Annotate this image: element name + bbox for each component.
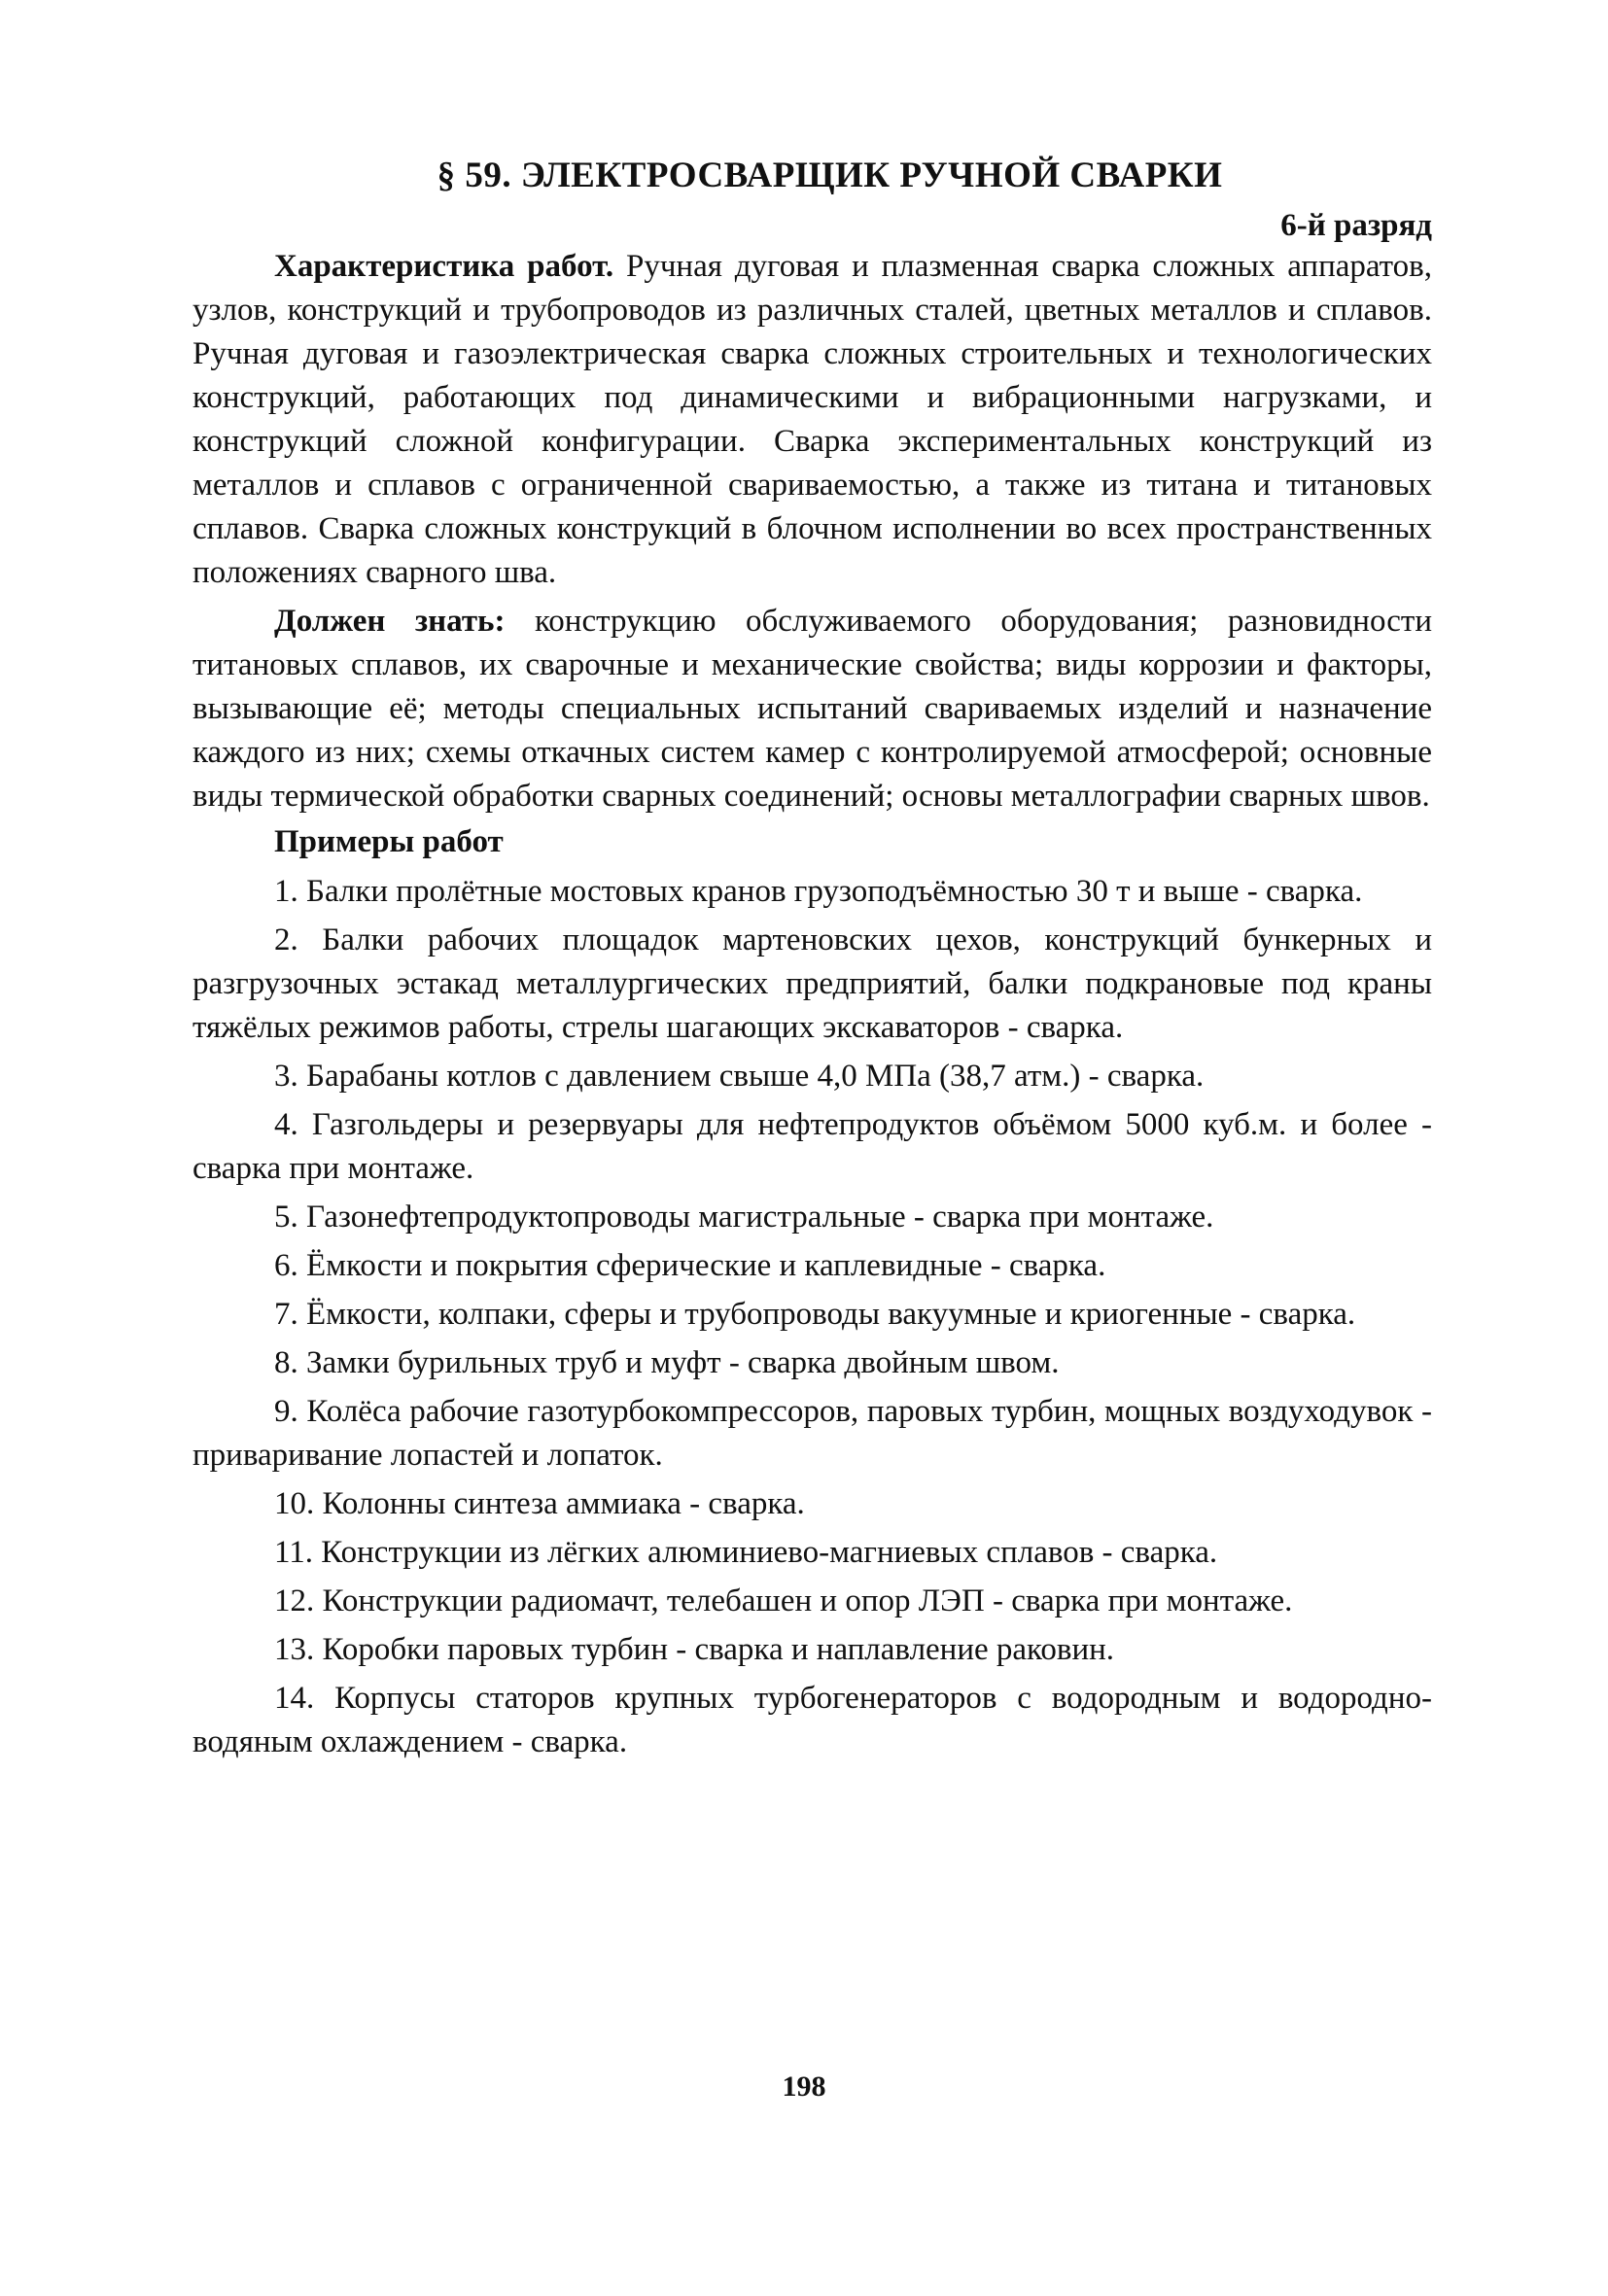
section-title: § 59. ЭЛЕКТРОСВАРЩИК РУЧНОЙ СВАРКИ <box>437 156 1223 195</box>
rank-label: 6-й разряд <box>1280 208 1432 243</box>
example-item: 11. Конструкции из лёгких алюминиево-магниевых сплавов - сварка. <box>274 1535 1218 1570</box>
example-item: 13. Коробки паровых турбин - сварка и наплавление раковин. <box>274 1632 1115 1667</box>
characteristics-label: Характеристика работ. <box>274 249 614 284</box>
example-item: 12. Конструкции радиомачт, телебашен и опор ЛЭП - сварка при монтаже. <box>274 1583 1293 1618</box>
example-item: 8. Замки бурильных труб и муфт - сварка двойным швом. <box>274 1345 1060 1380</box>
example-item: 2. Балки рабочих площадок мартеновских цехов, конструкций бункерных и разгрузочных эстакад металлургических предприятий, балки подкрановые под краны тяжёлых режимов работы, стрелы шагающих экскаваторов - сварка. <box>192 922 1432 1045</box>
page-content <box>192 156 1432 1764</box>
page-number: 198 <box>782 2070 826 2103</box>
knowledge-paragraph <box>192 600 1432 818</box>
examples-list <box>192 870 1432 1764</box>
example-item: 7. Ёмкости, колпаки, сферы и трубопроводы вакуумные и криогенные - сварка. <box>274 1297 1356 1332</box>
example-item: 9. Колёса рабочие газотурбокомпрессоров, паровых турбин, мощных воздуходувок - приваривание лопастей и лопаток. <box>192 1394 1432 1473</box>
example-item: 5. Газонефтепродуктопроводы магистральные - сварка при монтаже. <box>274 1200 1214 1235</box>
example-item: 1. Балки пролётные мостовых кранов грузоподъёмностью 30 т и выше - сварка. <box>274 874 1363 909</box>
example-item: 14. Корпусы статоров крупных турбогенераторов с водородным и водородно-водяным охлаждением - сварка. <box>192 1681 1432 1759</box>
example-item: 6. Ёмкости и покрытия сферические и каплевидные - сварка. <box>274 1248 1106 1283</box>
characteristics-text: Ручная дуговая и плазменная сварка сложных аппаратов, узлов, конструкций и трубопроводов из различных сталей, цветных металлов и сплавов. Ручная дуговая и газоэлектрическая сварка сложных строительных и технологических конструкций, работающих под динамическими и вибрационными нагрузками, и конструкций сложной конфигурации. Сварка экспериментальных конструкций из металлов и сплавов с ограниченной свариваемостью, а также из титана и титановых сплавов. Сварка сложных конструкций в блочном исполнении во всех пространственных положениях сварного шва. <box>192 249 1432 590</box>
characteristics-paragraph <box>192 245 1432 595</box>
example-item: 4. Газгольдеры и резервуары для нефтепродуктов объёмом 5000 куб.м. и более - сварка при монтаже. <box>192 1107 1432 1186</box>
examples-heading: Примеры работ <box>274 824 504 859</box>
knowledge-text: конструкцию обслуживаемого оборудования; разновидности титановых сплавов, их сварочные и механические свойства; виды коррозии и факторы, вызывающие её; методы специальных испытаний свариваемых изделий и назначение каждого из них; схемы откачных систем камер с контролируемой атмосферой; основные виды термической обработки сварных соединений; основы металлографии сварных швов. <box>192 604 1432 814</box>
example-item: 3. Барабаны котлов с давлением свыше 4,0 МПа (38,7 атм.) - сварка. <box>274 1059 1205 1094</box>
example-item: 10. Колонны синтеза аммиака - сварка. <box>274 1486 805 1521</box>
knowledge-label: Должен знать: <box>274 604 506 639</box>
